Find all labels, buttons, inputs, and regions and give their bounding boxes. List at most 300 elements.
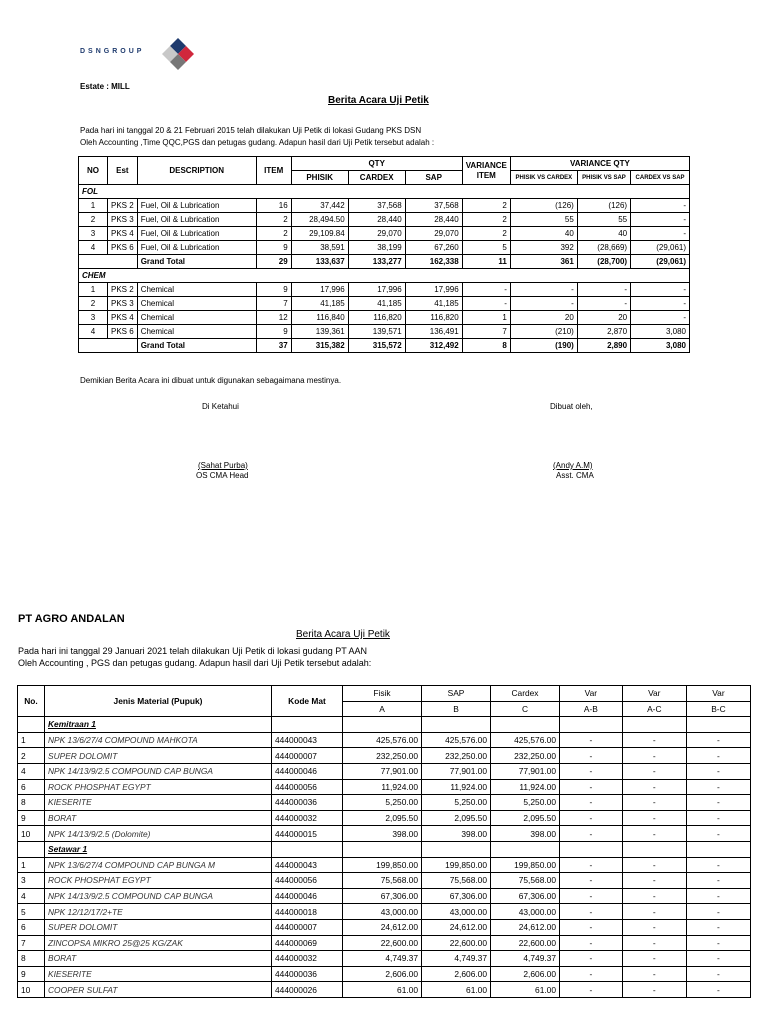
section-label: Kemitraan 1 (45, 717, 272, 733)
table-cell: 38,199 (348, 241, 405, 255)
col-bc: B-C (686, 701, 750, 717)
table-cell: COOPER SULFAT (45, 982, 272, 998)
table-cell: 444000036 (272, 795, 343, 811)
table-cell: 67,306.00 (491, 888, 560, 904)
table-cell: Chemical (137, 283, 256, 297)
table-row (18, 888, 751, 904)
table-cell: ROCK PHOSPHAT EGYPT (45, 873, 272, 889)
table-cell: 3,080 (631, 325, 690, 339)
table-cell: - (560, 810, 623, 826)
table-cell: - (560, 888, 623, 904)
table-cell: 2,606.00 (343, 966, 422, 982)
col-est: Est (108, 157, 138, 185)
table-cell: 43,000.00 (343, 904, 422, 920)
col-cardex: Cardex (491, 686, 560, 702)
table-row (79, 227, 690, 241)
table-cell: 139,571 (348, 325, 405, 339)
table-cell: Chemical (137, 311, 256, 325)
col-c: C (491, 701, 560, 717)
section-label: CHEM (79, 269, 690, 283)
table-cell: (28,669) (577, 241, 630, 255)
table-cell: 41,185 (291, 297, 348, 311)
table-cell: 40 (510, 227, 577, 241)
dsn-logo-icon (160, 36, 196, 72)
table-cell: - (622, 982, 686, 998)
table-cell: Fuel, Oil & Lubrication (137, 227, 256, 241)
table-cell: 444000026 (272, 982, 343, 998)
table-cell: 232,250.00 (491, 748, 560, 764)
col-fisik: Fisik (343, 686, 422, 702)
table-cell: 7 (18, 935, 45, 951)
table-row (18, 826, 751, 842)
table-cell: 232,250.00 (422, 748, 491, 764)
table-cell: - (622, 779, 686, 795)
table-cell: NPK 14/13/9/2.5 (Dolomite) (45, 826, 272, 842)
table-row (18, 951, 751, 967)
table-cell: 361 (510, 255, 577, 269)
table-cell: - (622, 826, 686, 842)
table-cell: 37,442 (291, 199, 348, 213)
table-cell: - (560, 795, 623, 811)
table-cell: 16 (256, 199, 291, 213)
table-cell: - (560, 779, 623, 795)
table-cell: - (622, 873, 686, 889)
signer1-role: OS CMA Head (196, 471, 249, 480)
table-cell: 444000046 (272, 888, 343, 904)
table-cell: 7 (256, 297, 291, 311)
table-cell: 8 (18, 951, 45, 967)
table-cell: 1 (79, 199, 108, 213)
table-cell: 2,095.50 (343, 810, 422, 826)
table-cell: - (560, 951, 623, 967)
table-cell: 8 (462, 339, 510, 353)
doc1-intro-line2: Oleh Accounting ,Time QQC,PGS dan petugas gudang. Adapun hasil dari Uji Petik tersebut adalah : (80, 138, 435, 147)
table-row (18, 779, 751, 795)
table-cell: - (622, 763, 686, 779)
table-cell (560, 717, 623, 733)
company-logo-text: DSNGROUP (80, 48, 145, 55)
table-cell: 5,250.00 (491, 795, 560, 811)
col-var-ab: Var (560, 686, 623, 702)
table-cell: NPK 12/12/17/2+TE (45, 904, 272, 920)
table-cell: NPK 13/6/27/4 COMPOUND CAP BUNGA M (45, 857, 272, 873)
table-row (18, 966, 751, 982)
table-cell: 444000032 (272, 810, 343, 826)
table-cell: 37 (256, 339, 291, 353)
table-cell: 43,000.00 (491, 904, 560, 920)
table-cell: 9 (18, 966, 45, 982)
table-cell: 136,491 (405, 325, 462, 339)
col-phisik-vs-cardex: PHISIK VS CARDEX (510, 171, 577, 185)
table-cell: 17,996 (348, 283, 405, 297)
table-cell: SUPER DOLOMIT (45, 748, 272, 764)
table-cell: 4,749.37 (343, 951, 422, 967)
table-cell: (190) (510, 339, 577, 353)
table-cell: 315,572 (348, 339, 405, 353)
table-cell: 3 (79, 311, 108, 325)
estate-label: Estate : MILL (80, 82, 130, 91)
table-cell: 1 (462, 311, 510, 325)
col-sap: SAP (405, 171, 462, 185)
table-cell: 11 (462, 255, 510, 269)
table-cell: 5,250.00 (422, 795, 491, 811)
table-cell: 392 (510, 241, 577, 255)
table-cell: - (622, 857, 686, 873)
table-cell: - (686, 982, 750, 998)
table-cell: (28,700) (577, 255, 630, 269)
col-sap: SAP (422, 686, 491, 702)
table-row (18, 810, 751, 826)
table-cell: - (560, 748, 623, 764)
table-cell: - (622, 966, 686, 982)
table-cell: - (686, 810, 750, 826)
table-cell: - (686, 935, 750, 951)
table-cell: 41,185 (405, 297, 462, 311)
table-cell: - (686, 826, 750, 842)
section-row (79, 269, 690, 283)
table-cell (622, 717, 686, 733)
table-cell (686, 717, 750, 733)
table-cell: - (631, 297, 690, 311)
table-cell: ROCK PHOSPHAT EGYPT (45, 779, 272, 795)
table-cell: 2 (462, 227, 510, 241)
table-cell: 24,612.00 (491, 919, 560, 935)
table-cell: 2,606.00 (422, 966, 491, 982)
table-cell: 2,095.50 (422, 810, 491, 826)
table-cell: 55 (510, 213, 577, 227)
table-cell: 77,901.00 (422, 763, 491, 779)
col-cardex-vs-sap: CARDEX VS SAP (631, 171, 690, 185)
table-cell: 41,185 (348, 297, 405, 311)
section-label: FOL (79, 185, 690, 199)
table-cell: 20 (510, 311, 577, 325)
table-cell: 116,820 (348, 311, 405, 325)
table-cell (343, 841, 422, 857)
col-var-ac: Var (622, 686, 686, 702)
table-cell: 444000043 (272, 857, 343, 873)
table-cell: 22,600.00 (491, 935, 560, 951)
table-cell: 4 (79, 325, 108, 339)
doc2-title: Berita Acara Uji Petik (296, 629, 390, 640)
table-cell: 5 (462, 241, 510, 255)
table-cell: 444000036 (272, 966, 343, 982)
table-cell: 9 (256, 325, 291, 339)
col-phisik: PHISIK (291, 171, 348, 185)
table-cell: 444000056 (272, 873, 343, 889)
table-cell: - (462, 283, 510, 297)
doc1-intro-line1: Pada hari ini tanggal 20 & 21 Februari 2015 telah dilakukan Uji Petik di lokasi Gudang PKS DSN (80, 126, 422, 135)
table-cell: 67,306.00 (422, 888, 491, 904)
grand-total-row (79, 339, 690, 353)
table-cell: 1 (18, 732, 45, 748)
table-cell: 5,250.00 (343, 795, 422, 811)
table-row (18, 795, 751, 811)
table-cell: PKS 6 (108, 325, 138, 339)
table-cell: 398.00 (491, 826, 560, 842)
col-variance-qty: VARIANCE QTY (510, 157, 689, 171)
table-cell: 232,250.00 (343, 748, 422, 764)
col-material: Jenis Material (Pupuk) (45, 686, 272, 717)
table-cell: 20 (577, 311, 630, 325)
table-cell: 2 (462, 213, 510, 227)
table-cell: (29,061) (631, 255, 690, 269)
table-row (18, 748, 751, 764)
table-cell: PKS 4 (108, 311, 138, 325)
table-cell: Fuel, Oil & Lubrication (137, 213, 256, 227)
table-cell: - (622, 732, 686, 748)
table-cell (18, 841, 45, 857)
table-cell: 75,568.00 (491, 873, 560, 889)
table-cell: 6 (18, 919, 45, 935)
table-cell: 2 (256, 213, 291, 227)
col-no: No. (18, 686, 45, 717)
table-cell: (210) (510, 325, 577, 339)
table-cell: 61.00 (422, 982, 491, 998)
table-cell: 444000046 (272, 763, 343, 779)
table-row (18, 904, 751, 920)
table-cell: - (686, 966, 750, 982)
table-cell: 2 (256, 227, 291, 241)
made-by-label: Dibuat oleh, (550, 402, 593, 411)
table-cell: 3,080 (631, 339, 690, 353)
table-cell: 199,850.00 (422, 857, 491, 873)
doc1-closing: Demikian Berita Acara ini dibuat untuk digunakan sebagaimana mestinya. (80, 376, 342, 385)
col-qty: QTY (291, 157, 462, 171)
table-cell: 444000032 (272, 951, 343, 967)
table-cell: 10 (18, 982, 45, 998)
table-cell: - (560, 873, 623, 889)
table-row (79, 283, 690, 297)
table-cell: 315,382 (291, 339, 348, 353)
table-cell: 2 (462, 199, 510, 213)
table-cell: 43,000.00 (422, 904, 491, 920)
signer2-name: (Andy A.M) (553, 461, 593, 470)
table-row (18, 935, 751, 951)
table-cell: 139,361 (291, 325, 348, 339)
table-cell: 162,338 (405, 255, 462, 269)
table-cell: NPK 13/6/27/4 COMPOUND MAHKOTA (45, 732, 272, 748)
table-cell: BORAT (45, 951, 272, 967)
table-cell: (126) (577, 199, 630, 213)
table-cell (560, 841, 623, 857)
table-row (18, 857, 751, 873)
table-row (79, 199, 690, 213)
table-cell: 444000015 (272, 826, 343, 842)
section-row (18, 841, 751, 857)
table-cell: 444000069 (272, 935, 343, 951)
table-cell: - (577, 283, 630, 297)
table-cell: 444000007 (272, 748, 343, 764)
known-by-label: Di Ketahui (202, 402, 239, 411)
table-row (79, 311, 690, 325)
table-cell: 2 (18, 748, 45, 764)
table-cell (622, 841, 686, 857)
table-cell: 4 (18, 763, 45, 779)
table-cell: - (686, 873, 750, 889)
table-row (79, 297, 690, 311)
table-cell: 444000007 (272, 919, 343, 935)
table-cell: - (622, 888, 686, 904)
table-row (79, 241, 690, 255)
table-cell: 3 (18, 873, 45, 889)
table-cell: 11,924.00 (422, 779, 491, 795)
table-cell (18, 717, 45, 733)
table-cell: 2,870 (577, 325, 630, 339)
table-cell: 2,890 (577, 339, 630, 353)
table-cell: NPK 14/13/9/2.5 COMPOUND CAP BUNGA (45, 888, 272, 904)
table-cell: PKS 2 (108, 283, 138, 297)
table-cell: - (631, 311, 690, 325)
table-cell (491, 717, 560, 733)
table-cell: 22,600.00 (343, 935, 422, 951)
table-cell: 444000043 (272, 732, 343, 748)
table-cell: Fuel, Oil & Lubrication (137, 241, 256, 255)
table-cell: 5 (18, 904, 45, 920)
table-cell: 28,440 (405, 213, 462, 227)
table-cell: - (686, 779, 750, 795)
table-cell: ZINCOPSA MIKRO 25@25 KG/ZAK (45, 935, 272, 951)
table-cell: 444000018 (272, 904, 343, 920)
table-row (79, 213, 690, 227)
table-cell: 9 (256, 241, 291, 255)
table-cell: - (686, 888, 750, 904)
table-cell (491, 841, 560, 857)
table-cell: - (686, 763, 750, 779)
table-row (18, 763, 751, 779)
table-cell: 312,492 (405, 339, 462, 353)
table-cell: 11,924.00 (491, 779, 560, 795)
table-row (79, 325, 690, 339)
signer2-role: Asst. CMA (556, 471, 594, 480)
table-cell: - (622, 951, 686, 967)
table-cell: 40 (577, 227, 630, 241)
table-cell: (29,061) (631, 241, 690, 255)
table-cell: 61.00 (491, 982, 560, 998)
table-cell (272, 717, 343, 733)
table-cell: 116,840 (291, 311, 348, 325)
table-cell: - (560, 935, 623, 951)
col-ab: A-B (560, 701, 623, 717)
section-label: Setawar 1 (45, 841, 272, 857)
table-cell: 7 (462, 325, 510, 339)
table-cell: - (560, 966, 623, 982)
table-cell: - (622, 795, 686, 811)
table-cell: 75,568.00 (422, 873, 491, 889)
table-cell: PKS 3 (108, 297, 138, 311)
signer1-name: (Sahat Purba) (198, 461, 248, 470)
section-row (79, 185, 690, 199)
table-cell: - (622, 810, 686, 826)
table-cell: - (560, 982, 623, 998)
table-cell: - (686, 795, 750, 811)
table-cell: SUPER DOLOMIT (45, 919, 272, 935)
table-row (18, 982, 751, 998)
table-cell: - (686, 732, 750, 748)
table-cell: 2,606.00 (491, 966, 560, 982)
col-ac: A-C (622, 701, 686, 717)
table-cell: 398.00 (422, 826, 491, 842)
table-cell: 24,612.00 (422, 919, 491, 935)
table-cell (422, 717, 491, 733)
table-cell: - (631, 199, 690, 213)
col-description: DESCRIPTION (137, 157, 256, 185)
table-cell: 199,850.00 (343, 857, 422, 873)
col-a: A (343, 701, 422, 717)
table-cell: - (510, 283, 577, 297)
table-cell: 133,277 (348, 255, 405, 269)
table-cell: PKS 2 (108, 199, 138, 213)
table-cell (686, 841, 750, 857)
table-cell: - (462, 297, 510, 311)
table-row (18, 873, 751, 889)
table-cell: - (560, 732, 623, 748)
table-cell: 4,749.37 (491, 951, 560, 967)
table-cell: - (686, 857, 750, 873)
table-cell: 28,494.50 (291, 213, 348, 227)
table-cell: 425,576.00 (343, 732, 422, 748)
table-cell: Fuel, Oil & Lubrication (137, 199, 256, 213)
table-cell: PKS 6 (108, 241, 138, 255)
col-cardex: CARDEX (348, 171, 405, 185)
table-cell: 29,070 (405, 227, 462, 241)
table-cell: - (560, 826, 623, 842)
col-item: ITEM (256, 157, 291, 185)
table-cell: 55 (577, 213, 630, 227)
table-cell: - (577, 297, 630, 311)
table-cell: - (631, 283, 690, 297)
col-no: NO (79, 157, 108, 185)
table-cell (422, 841, 491, 857)
table-cell: 444000056 (272, 779, 343, 795)
table-cell: 29,070 (348, 227, 405, 241)
table-cell: 61.00 (343, 982, 422, 998)
table-cell: - (686, 951, 750, 967)
table-cell: 199,850.00 (491, 857, 560, 873)
table-cell: - (686, 919, 750, 935)
table-cell: - (622, 935, 686, 951)
doc1-title: Berita Acara Uji Petik (328, 95, 429, 106)
table-cell: 133,637 (291, 255, 348, 269)
doc1-table (78, 156, 690, 353)
table-cell (79, 255, 138, 269)
col-b: B (422, 701, 491, 717)
table-cell: - (622, 748, 686, 764)
table-row (18, 732, 751, 748)
table-cell: NPK 14/13/9/2.5 COMPOUND CAP BUNGA (45, 763, 272, 779)
table-row (18, 919, 751, 935)
table-cell: - (560, 904, 623, 920)
table-cell: - (560, 919, 623, 935)
table-cell: 398.00 (343, 826, 422, 842)
table-cell: 28,440 (348, 213, 405, 227)
table-cell: 37,568 (405, 199, 462, 213)
table-cell: - (560, 763, 623, 779)
table-cell: 9 (18, 810, 45, 826)
table-cell: - (686, 904, 750, 920)
table-cell: 67,260 (405, 241, 462, 255)
table-cell: 425,576.00 (422, 732, 491, 748)
col-variance-item: VARIANCE ITEM (462, 157, 510, 185)
table-cell: - (622, 919, 686, 935)
table-cell: 67,306.00 (343, 888, 422, 904)
section-row (18, 717, 751, 733)
table-cell: KIESERITE (45, 795, 272, 811)
table-cell: 29 (256, 255, 291, 269)
doc2-intro-line2: Oleh Accounting , PGS dan petugas gudang. Adapun hasil dari Uji Petik tersebut adalah: (18, 658, 372, 668)
table-cell: 17,996 (291, 283, 348, 297)
table-cell: Chemical (137, 325, 256, 339)
doc2-intro-line1: Pada hari ini tanggal 29 Januari 2021 telah dilakukan Uji Petik di lokasi gudang PT AAN (18, 646, 368, 656)
